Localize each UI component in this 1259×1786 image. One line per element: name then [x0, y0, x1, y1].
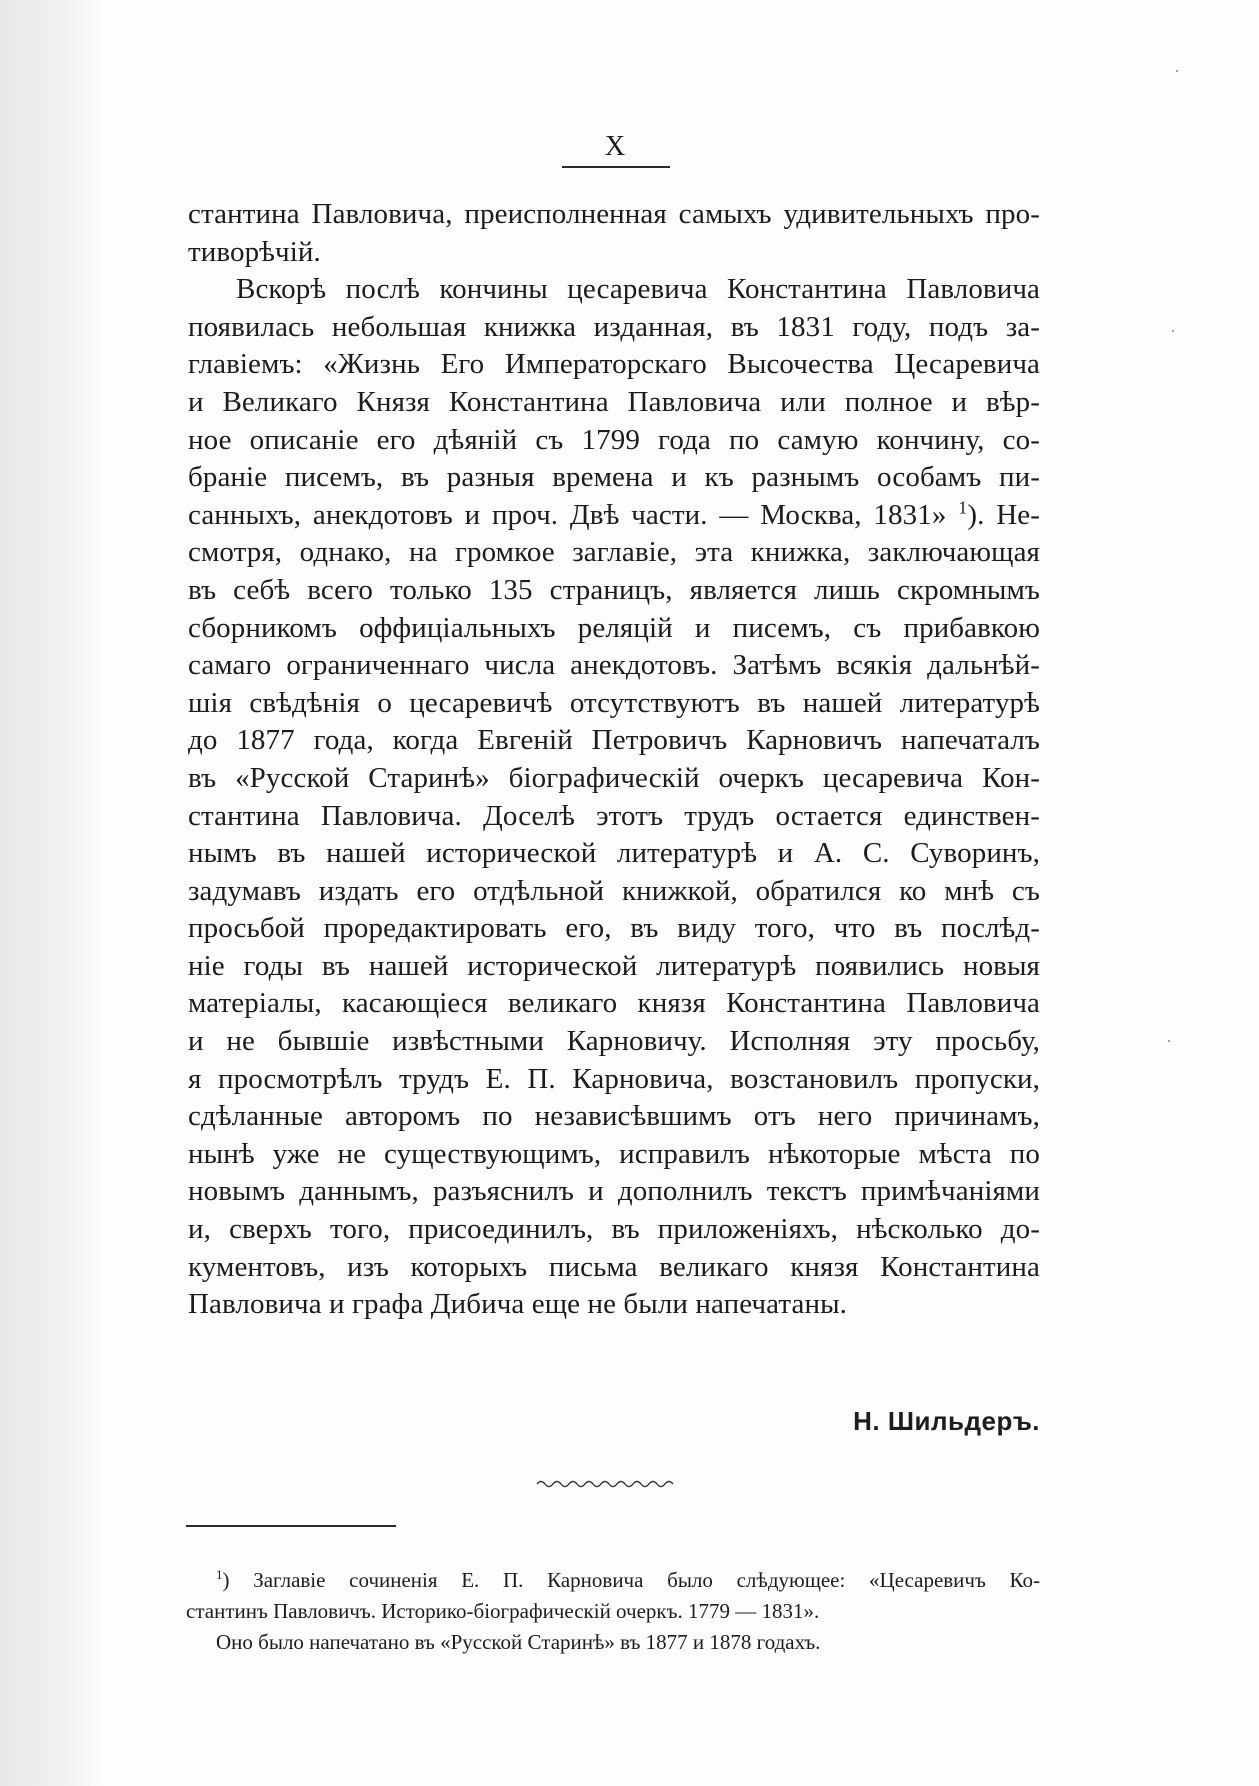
footnote-line: Оно было напечатано въ «Русской Старинѣ» въ 1877 и 1878 годахъ.	[216, 1630, 821, 1654]
text-line: нынѣ уже не существующимъ, исправилъ нѣкоторые мѣста по	[188, 1137, 1040, 1170]
footnote-line	[216, 1565, 1040, 1596]
text-line: ніе годы въ нашей исторической литературѣ появились новыя	[188, 949, 1040, 982]
text-line: стантина Павловича, преисполненная самыхъ удивительныхъ про-	[188, 198, 1040, 230]
text-line: появилась небольшая книжка изданная, въ 1831 году, подъ за-	[188, 310, 1040, 343]
text-line: сборникомъ оффиціальныхъ реляцій и писемъ, съ прибавкою	[188, 611, 1040, 644]
text-line: и Великаго Князя Константина Павловича или полное и вѣр-	[188, 385, 1040, 418]
decorative-wavy-ornament	[535, 1476, 675, 1492]
text-line: новымъ даннымъ, разъяснилъ и дополнилъ текстъ примѣчаніями	[188, 1175, 1040, 1208]
text-line: стантина Павловича. Доселѣ этотъ трудъ остается единствен-	[188, 799, 1040, 832]
page-edge-shadow	[0, 0, 105, 1786]
text-line: въ себѣ всего только 135 страницъ, является лишь скромнымъ	[188, 573, 1040, 606]
text-segment: ). Не-	[967, 498, 1040, 531]
text-line-with-footnote-ref	[188, 497, 1040, 535]
footnote-line: стантинъ Павловичъ. Историко-біографическій очеркъ. 1779 — 1831».	[186, 1599, 820, 1623]
text-line: до 1877 года, когда Евгеній Петровичъ Карновичъ напечаталъ	[188, 724, 1040, 757]
footnote-marker: 1	[216, 1567, 223, 1582]
text-segment: санныхъ, анекдотовъ и проч. Двѣ части. — Москва, 1831»	[188, 498, 947, 531]
text-line: и не бывшіе извѣстными Карновичу. Исполняя эту просьбу,	[188, 1025, 1040, 1058]
footnote-reference[interactable]: 1	[958, 497, 968, 518]
page-number: X	[604, 131, 626, 162]
text-line: тиворѣчій.	[188, 235, 321, 268]
text-line: ное описаніе его дѣяній съ 1799 года по самую кончину, со-	[188, 423, 1040, 456]
footnote-separator	[186, 1525, 396, 1527]
text-line: матеріалы, касающіеся великаго князя Константина Павловича	[188, 987, 1040, 1020]
text-line: Вскорѣ послѣ кончины цесаревича Константина Павловича	[236, 273, 1040, 306]
text-line: сдѣланные авторомъ по независѣвшимъ отъ него причинамъ,	[188, 1100, 1040, 1133]
paper-speck	[1168, 1040, 1170, 1042]
body-text	[188, 196, 1040, 1324]
author-signature: Н. Шильдеръ.	[853, 1406, 1040, 1436]
text-line: Павловича и графа Дибича еще не были напечатаны.	[188, 1288, 848, 1321]
footnote-text: ) Заглавіе сочиненія Е. П. Карновича было слѣдующее: «Цесаревичъ Ко-	[222, 1568, 1040, 1592]
text-line: браніе писемъ, въ разныя времена и къ разнымъ особамъ пи-	[188, 461, 1040, 494]
text-line: смотря, однако, на громкое заглавіе, эта книжка, заключающая	[188, 536, 1040, 569]
paper-speck	[1176, 70, 1178, 72]
text-line: въ «Русской Старинѣ» біографическій очеркъ цесаревича Кон-	[188, 761, 1040, 794]
text-line: и, сверхъ того, присоединилъ, въ приложеніяхъ, нѣсколько до-	[188, 1213, 1040, 1246]
paper-speck	[1172, 330, 1174, 332]
text-line: я просмотрѣлъ трудъ Е. П. Карновича, возстановилъ пропуски,	[188, 1062, 1040, 1095]
text-line: главіемъ: «Жизнь Его Императорскаго Высочества Цесаревича	[188, 348, 1040, 381]
text-line: просьбой проредактировать его, въ виду того, что въ послѣд-	[188, 912, 1040, 945]
text-line: задумавъ издать его отдѣльной книжкой, обратился ко мнѣ съ	[188, 874, 1040, 907]
text-line: самаго ограниченнаго числа анекдотовъ. Затѣмъ всякія дальнѣй-	[188, 649, 1040, 682]
text-line: нымъ въ нашей исторической литературѣ и А. С. Суворинъ,	[188, 837, 1040, 870]
page-number-rule	[562, 166, 670, 168]
text-line: кументовъ, изъ которыхъ письма великаго князя Константина	[188, 1250, 1040, 1283]
footnote-block	[186, 1565, 1040, 1658]
text-line: шія свѣдѣнія о цесаревичѣ отсутствуютъ въ нашей литературѣ	[188, 686, 1040, 719]
